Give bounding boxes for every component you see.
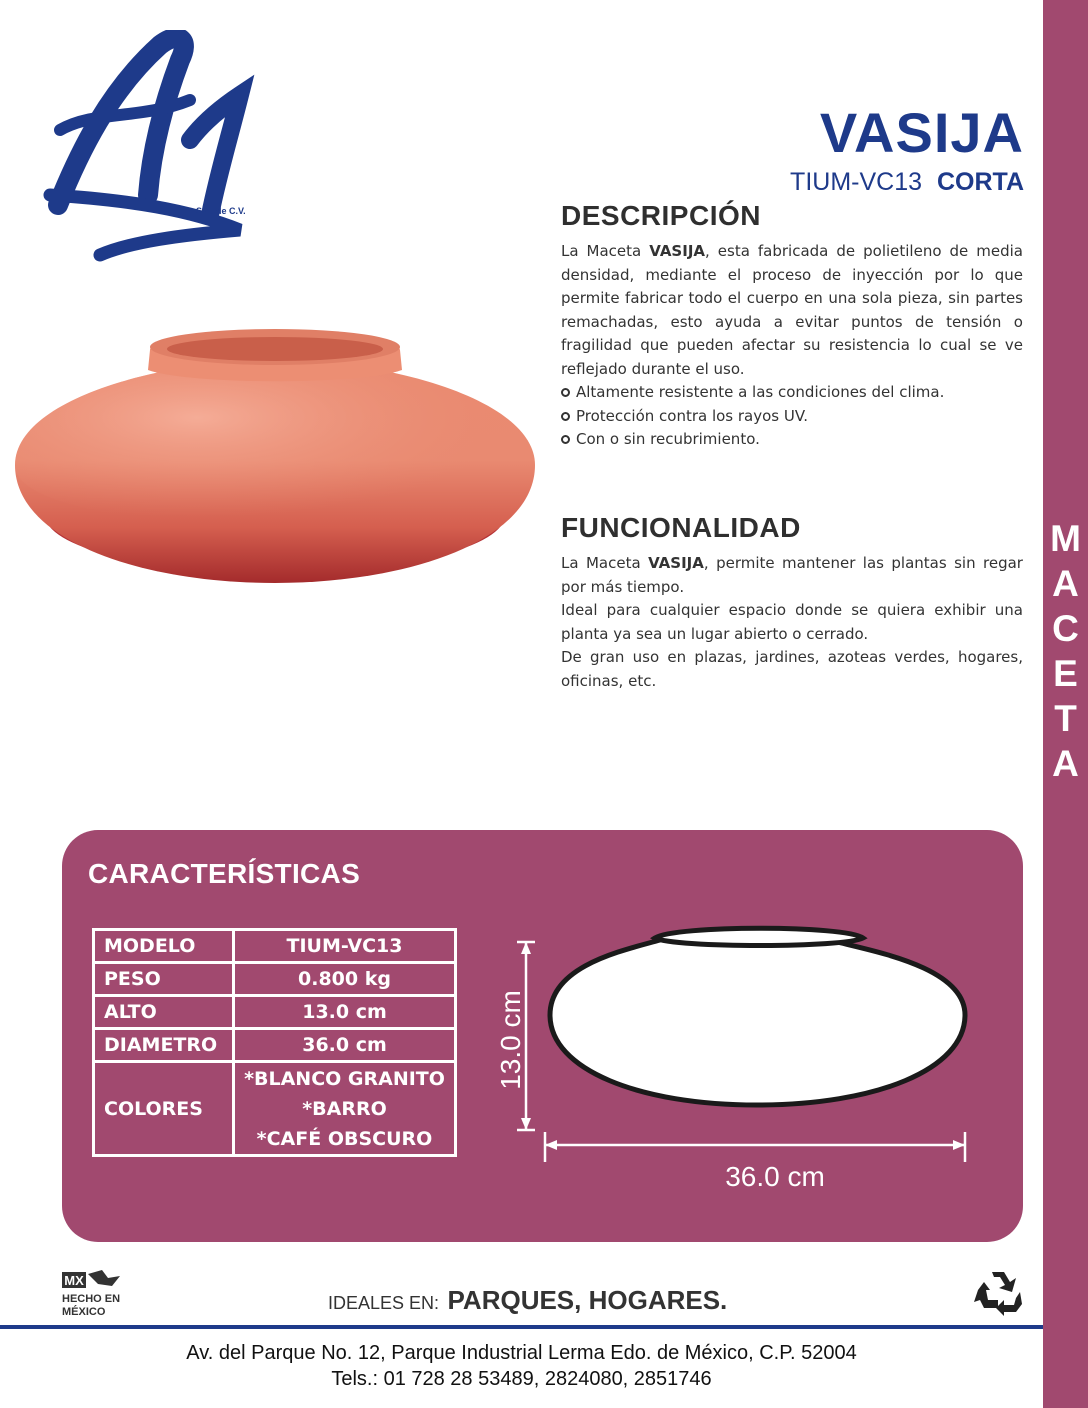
height-dimension-label: 13.0 cm <box>495 990 526 1090</box>
product-image <box>10 325 540 600</box>
spec-label: COLORES <box>94 1062 234 1156</box>
spec-label: MODELO <box>94 930 234 963</box>
functionality-text-3: De gran uso en plazas, jardines, azoteas verdes, hogares, oficinas, etc. <box>561 648 1023 690</box>
dimension-diagram <box>495 920 995 1210</box>
spec-value-colors <box>234 1062 456 1156</box>
company-logo <box>40 30 270 270</box>
side-letter: A <box>1052 563 1079 604</box>
table-row <box>94 930 456 963</box>
bullet-text: Con o sin recubrimiento. <box>576 430 760 448</box>
specs-table <box>92 928 457 1157</box>
logo-legal-suffix: S.A. de C.V. <box>196 206 246 216</box>
spec-label: PESO <box>94 963 234 996</box>
description-bullet <box>561 428 1023 452</box>
side-letter: M <box>1050 518 1081 559</box>
characteristics-heading: CARACTERÍSTICAS <box>88 858 361 889</box>
spec-label: ALTO <box>94 996 234 1029</box>
side-letter: A <box>1052 743 1079 784</box>
functionality-text-1 <box>561 552 1023 599</box>
bullet-icon <box>561 435 570 444</box>
footer-divider <box>0 1325 1043 1329</box>
bullet-icon <box>561 412 570 421</box>
description-text <box>561 240 1023 381</box>
table-row <box>94 996 456 1029</box>
footer-phones: Tels.: 01 728 28 53489, 2824080, 2851746 <box>331 1368 712 1390</box>
color-option: *CAFÉ OBSCURO <box>256 1127 433 1150</box>
footer-address: Av. del Parque No. 12, Parque Industrial Lerma Edo. de México, C.P. 52004 <box>186 1342 857 1364</box>
description-text-bold: VASIJA <box>649 242 706 260</box>
spec-value: TIUM-VC13 <box>234 930 456 963</box>
ideal-value: PARQUES, HOGARES. <box>447 1285 728 1315</box>
functionality-text-post: , permite mantener las plantas sin regar por más tiempo. <box>561 554 1023 596</box>
ideal-for-line <box>328 1285 727 1316</box>
spec-value: 36.0 cm <box>234 1029 456 1062</box>
side-letter: T <box>1054 698 1077 739</box>
ideal-label: IDEALES EN: <box>328 1293 440 1313</box>
color-option: *BLANCO GRANITO <box>244 1067 445 1090</box>
bullet-text: Altamente resistente a las condiciones del clima. <box>576 383 945 401</box>
description-bullet <box>561 381 1023 405</box>
spec-value: 0.800 kg <box>234 963 456 996</box>
side-letter: E <box>1053 653 1078 694</box>
side-label <box>1043 516 1088 786</box>
spec-value: 13.0 cm <box>234 996 456 1029</box>
functionality-heading: FUNCIONALIDAD <box>561 512 801 543</box>
description-section <box>561 200 1023 452</box>
functionality-text-bold: VASIJA <box>648 554 704 572</box>
table-row <box>94 1029 456 1062</box>
description-text-post: , esta fabricada de polietileno de media densidad, mediante el proceso de inyección por lo que permite fabricar todo el cuerpo en una sola pieza, sin partes remachadas, esto ayuda a evitar puntos de tensión o fragilidad que pueden afectar su resistencia lo cual se ve reflejado durante el uso. <box>561 242 1023 378</box>
product-title: VASIJA <box>819 101 1024 164</box>
recycle-icon <box>972 1268 1024 1316</box>
bullet-icon <box>561 388 570 397</box>
description-bullet <box>561 405 1023 429</box>
product-variant: CORTA <box>936 168 1024 196</box>
description-heading: DESCRIPCIÓN <box>561 200 761 231</box>
functionality-text-pre: La Maceta <box>561 554 649 572</box>
width-dimension-label: 36.0 cm <box>725 1161 825 1192</box>
made-in-line-1: HECHO EN <box>62 1293 121 1305</box>
product-code: TIUM-VC13 <box>790 168 923 196</box>
mx-badge-text: MX <box>64 1273 84 1288</box>
spec-label: DIAMETRO <box>94 1029 234 1062</box>
functionality-section <box>561 512 1023 693</box>
bullet-text: Protección contra los rayos UV. <box>576 406 808 425</box>
product-model-line <box>790 168 1024 197</box>
functionality-text-2: Ideal para cualquier espacio donde se quiera exhibir una planta ya sea un lugar abierto o cerrado. <box>561 601 1023 643</box>
hecho-en-mexico-icon <box>58 1268 126 1320</box>
color-option: *BARRO <box>302 1097 387 1120</box>
side-letter: C <box>1052 608 1079 649</box>
description-text-pre: La Maceta <box>561 242 650 260</box>
table-row <box>94 963 456 996</box>
table-row <box>94 1062 456 1156</box>
made-in-line-2: MÉXICO <box>62 1306 106 1318</box>
